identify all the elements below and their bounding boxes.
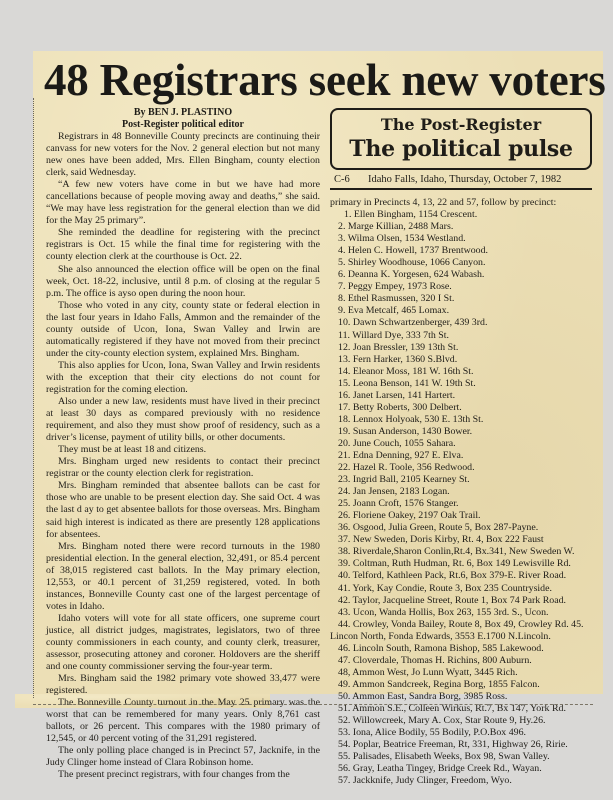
paragraph: The present precinct registrars, with four changes from the: [58, 769, 290, 781]
registrar-list-item: 48, Ammon West, Jo Lunn Wyatt, 3445 Rich.: [338, 666, 518, 678]
byline: By BEN J. PLASTINO: [133, 107, 233, 118]
article-body: [46, 131, 320, 782]
paragraph: Mrs. Bingham reminded that absentee ballots can be cast for those who are unable to be present election day. She said Oct. 4 was the last d ay to get absentee ballots for those overseas. Mrs. Bingham said high interest is indicated as there are presently 128 applications for absentees.: [46, 480, 320, 540]
registrar-list-item: 26. Floriene Oakey, 2197 Oak Trail.: [338, 510, 481, 522]
registrar-list-item: 51. Ammon S.E., Colleen Wirkus, Rt.7, Bx 147, York Rd.: [338, 702, 566, 714]
registrar-list-item: Lincon North, Fonda Edwards, 3553 E.1700 N.Lincoln.: [330, 630, 551, 642]
registrar-list-item: 12. Joan Bressler, 139 13th St.: [338, 341, 459, 353]
registrar-list-item: 56. Gray, Leatha Tingey, Bridge Creek Rd., Wayan.: [338, 763, 542, 775]
paragraph: She also announced the election office will be open on the final week, Oct. 18-22, inclusive, until 8 p.m. of closing at the regular 5 p.m. The office is ayso open during the noon hour.: [46, 263, 320, 299]
paragraph: Mrs. Bingham said the 1982 primary vote showed 33,477 were registered.: [46, 673, 320, 697]
registrar-list-item: 43. Ucon, Wanda Hollis, Box 263, 155 3rd. S., Ucon.: [338, 606, 549, 618]
paragraph: Those who voted in any city, county state or federal election in the last four years in Idaho Falls, Ammon and the remainder of the county outside of Ucon, Iona, Swan Valley and Irwin are automatically registered if they have not moved from their precinct under the city-county election system, explained Mrs. Bingham.: [46, 299, 320, 359]
sidebar-column: [330, 108, 592, 787]
registrar-list-item: 54. Poplar, Beatrice Freeman, Rt, 331, Highway 26, Ririe.: [338, 739, 568, 751]
registrar-list-item: 23. Ingrid Ball, 2105 Kearney St.: [338, 474, 470, 486]
registrar-list-item: 9. Eva Metcalf, 465 Lomax.: [338, 305, 450, 317]
paragraph: Also under a new law, residents must have lived in their precinct at least 30 days as compared previously with no residence requirement, and also they must show proof of residency, such as a driver’s license, payment of utility bills, or other documents.: [46, 396, 320, 444]
registrar-list-item: 21. Edna Denning, 927 E. Elva.: [338, 449, 464, 461]
dateline: [330, 173, 592, 190]
registrar-list-item: 38. Riverdale,Sharon Conlin,Rt.4, Bx.341, New Sweden W.: [338, 546, 575, 558]
registrar-list-item: 52. Willowcreek, Mary A. Cox, Star Route 9, Hy.26.: [338, 715, 546, 727]
registrar-list-item: 1. Ellen Bingham, 1154 Crescent.: [344, 209, 478, 221]
registrar-list-item: 37. New Sweden, Doris Kirby, Rt. 4, Box 222 Faust: [338, 534, 544, 546]
page-number: C-6: [334, 174, 350, 185]
dateline-text: Idaho Falls, Idaho, Thursday, October 7, 1982: [368, 174, 562, 185]
registrar-list-item: 24. Jan Jensen, 2183 Logan.: [338, 486, 450, 498]
registrar-list-item: 2. Marge Killian, 2488 Mars.: [338, 221, 454, 233]
registrar-list-intro: primary in Precincts 4, 13, 22 and 57, follow by precinct:: [330, 197, 557, 208]
paragraph: The Bonneville County turnout in the May 25 primary was the worst that can be remembered for many years. Only 8,761 cast ballots, or 26 percent. This compares with the 1980 primary of 12,545, or 40 percent voting of the 31,291 registered.: [46, 697, 320, 745]
registrar-list: [330, 209, 592, 787]
publication-name: The Post-Register: [380, 115, 542, 134]
section-masthead: [330, 108, 592, 170]
registrar-list-item: 19. Susan Anderson, 1430 Bower.: [338, 425, 473, 437]
registrar-list-item: 13. Fern Harker, 1360 S.Blvd.: [338, 353, 458, 365]
registrar-list-item: 14. Eleanor Moss, 181 W. 16th St.: [338, 365, 474, 377]
registrar-list-item: 47. Cloverdale, Thomas H. Richins, 800 Auburn.: [338, 654, 532, 666]
registrar-list-item: 41. York, Kay Condie, Route 3, Box 235 Countryside.: [338, 582, 552, 594]
paragraph: Registrars in 48 Bonneville County precincts are continuing their canvass for new voters for the Nov. 2 general election but not many new ones have been added, Mrs. Ellen Bingham, county election clerk, said Wednesday.: [46, 131, 320, 179]
registrar-list-item: 44. Crowley, Vonda Bailey, Route 8, Box 49, Crowley Rd. 45.: [338, 618, 584, 630]
paragraph: Idaho voters will vote for all state officers, one supreme court justice, all district judges, magistrates, legislators, two of three county commissioners in each county, and county clerk, treasurer, assessor, prosecuting attoney and coroner. Holdovers are the sheriff and one county commissioner serving the four-year term.: [46, 612, 320, 673]
paragraph: She reminded the deadline for registering with the precinct registrars is Oct. 15 while the final time for registering with the county election clerk at the courthouse is Oct. 22.: [46, 227, 320, 263]
paragraph: “A few new voters have come in but we have had more cancellations because of people moving away and deaths,” she said. “We may have less registration for the general election than we did for the May 25 primary”.: [46, 179, 320, 227]
registrar-list-item: 22. Hazel R. Toole, 356 Redwood.: [338, 462, 475, 474]
article-column: [46, 107, 320, 782]
registrar-list-item: 57. Jackknife, Judy Clinger, Freedom, Wyo.: [338, 775, 512, 787]
registrar-list-item: 42. Taylor, Jacqueline Street, Route 1, Box 74 Park Road.: [338, 594, 567, 606]
registrar-list-item: 15. Leona Benson, 141 W. 19th St.: [338, 377, 476, 389]
paragraph: Mrs. Bingham urged new residents to contact their precinct registrar or the county election clerk for registration.: [46, 456, 320, 480]
registrar-list-item: 53. Iona, Alice Bodily, 55 Bodily, P.O.Box 496.: [338, 727, 526, 739]
registrar-list-item: 49. Ammon Sandcreek, Regina Borg, 1855 Falcon.: [338, 678, 540, 690]
paragraph: They must be at least 18 and citizens.: [58, 444, 207, 456]
section-title: The political pulse: [349, 136, 573, 162]
registrar-list-item: 10. Dawn Schwartzenberger, 439 3rd.: [338, 317, 488, 329]
registrar-list-item: 20. June Couch, 1055 Sahara.: [338, 437, 456, 449]
registrar-list-item: 3. Wilma Olsen, 1534 Westland.: [338, 233, 466, 245]
paragraph: Mrs. Bingham noted there were record turnouts in the 1980 presidential election. In the general election, 32,491, or 85.4 percent of 38,015 registered cast ballots. In the May primary election, 12,553, or 40.1 percent of 31,259 registered, voted. In both instances, Bonneville County cast one of the largest percentage of votes in Idaho.: [46, 540, 320, 612]
registrar-list-item: 16. Janet Larsen, 141 Hartert.: [338, 389, 456, 401]
registrar-list-item: 18. Lennox Holyoak, 530 E. 13th St.: [338, 413, 484, 425]
paragraph: The only polling place changed is in Precinct 57, Jacknife, in the Judy Clinger home instead of Clara Robinson home.: [46, 745, 320, 769]
perforation-edge: [33, 98, 34, 698]
registrar-list-item: 40. Telford, Kathleen Pack, Rt.6, Box 379-E. River Road.: [338, 570, 567, 582]
registrar-list-item: 5. Shirley Woodhouse, 1066 Canyon.: [338, 257, 486, 269]
registrar-list-item: 50. Ammon East, Sandra Borg, 3985 Ross.: [338, 690, 508, 702]
paragraph: This also applies for Ucon, Iona, Swan Valley and Irwin residents with the exception that their city elections do not count for registration for the coming election.: [46, 359, 320, 395]
registrar-list-item: 4. Helen C. Howell, 1737 Brentwood.: [338, 245, 489, 257]
registrar-list-item: 7. Peggy Empey, 1973 Rose.: [338, 281, 452, 293]
registrar-list-item: 36. Osgood, Julia Green, Route 5, Box 287-Payne.: [338, 522, 539, 534]
registrar-list-item: 8. Ethel Rasmussen, 320 I St.: [338, 293, 455, 305]
registrar-list-item: 11. Willard Dye, 333 7th St.: [338, 329, 449, 341]
headline: 48 Registrars seek new voters: [44, 55, 606, 105]
registrar-list-item: 17. Betty Roberts, 300 Delbert.: [338, 401, 462, 413]
registrar-list-item: 39. Coltman, Ruth Hudman, Rt. 6, Box 149 Lewisville Rd.: [338, 558, 571, 570]
byline-title: Post-Register political editor: [121, 119, 244, 130]
registrar-list-item: 6. Deanna K. Yorgesen, 624 Wabash.: [338, 269, 485, 281]
registrar-list-item: 46. Lincoln South, Ramona Bishop, 585 Lakewood.: [338, 642, 544, 654]
registrar-list-item: 55. Palisades, Elisabeth Weeks, Box 98, Swan Valley.: [338, 751, 550, 763]
cut-line: [33, 704, 593, 705]
registrar-list-item: 25. Joann Croft, 1576 Stanger.: [338, 498, 459, 510]
